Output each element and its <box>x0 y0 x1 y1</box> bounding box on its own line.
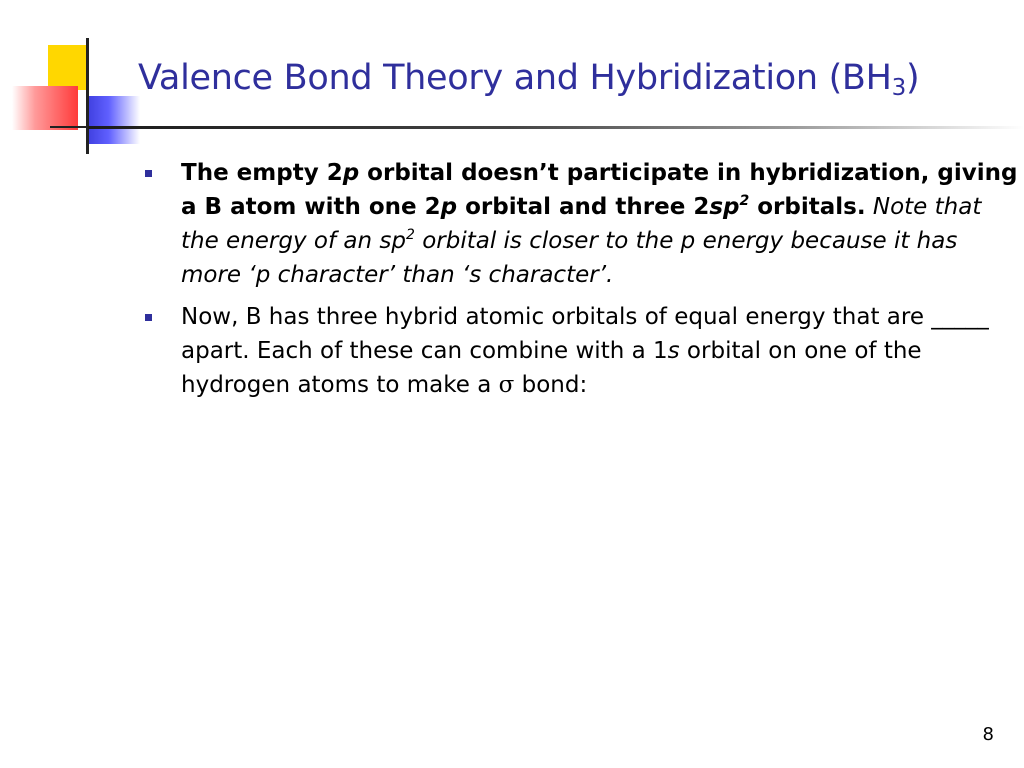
title-end: ) <box>906 58 920 98</box>
bullet2-text: bond: <box>514 372 588 398</box>
bullet1-bold-text: The empty 2 <box>181 160 343 186</box>
bullet2-text: Now, B has three hybrid atomic orbitals of equal energy that are _____ apart. Each of these can combine with a 1 <box>181 304 989 364</box>
logo-yellow-square <box>48 45 88 90</box>
bullet2-italic-s: s <box>667 338 680 364</box>
bullet-square-icon <box>145 314 152 321</box>
bullet-text <box>181 156 1020 292</box>
bullet2-text: orbital on one of the hydrogen atoms to make a <box>181 338 922 398</box>
slide-logo <box>0 0 150 160</box>
page-number: 8 <box>982 724 994 745</box>
bullet-item-empty-orbital <box>145 156 1020 292</box>
bullet1-bold-italic-p: p <box>440 194 458 220</box>
bullet1-note: orbital is closer to the p energy because it has more ‘p character’ than ‘s character’. <box>181 228 958 288</box>
logo-vertical-line <box>86 38 89 154</box>
bullet1-superscript: 2 <box>739 193 750 209</box>
bullet1-note: Note that the energy of an sp <box>181 194 982 254</box>
logo-red-square <box>12 86 78 130</box>
bullet1-bold-text: orbital and three 2 <box>457 194 710 220</box>
bullet-item-hybrid-orbitals <box>145 300 1020 402</box>
bullet-square-icon <box>145 170 152 177</box>
bullet1-note-superscript: 2 <box>405 227 415 243</box>
sigma-symbol: σ <box>498 372 515 398</box>
logo-blue-square <box>88 96 140 144</box>
bullet-list <box>145 156 1020 410</box>
bullet-text <box>181 300 1020 402</box>
bullet1-bold-text: orbitals. <box>749 194 866 220</box>
slide-title <box>138 58 919 101</box>
bullet1-bold-text: orbital doesn’t participate in hybridization, giving a B atom with one 2 <box>181 160 1018 220</box>
title-underline <box>88 126 1024 129</box>
logo-horizontal-line <box>50 126 90 128</box>
bullet1-bold-italic-sp: sp <box>709 194 740 220</box>
title-main: Valence Bond Theory and Hybridization (BH <box>138 58 892 98</box>
title-subscript: 3 <box>891 75 906 101</box>
bullet1-bold-italic-p: p <box>342 160 360 186</box>
